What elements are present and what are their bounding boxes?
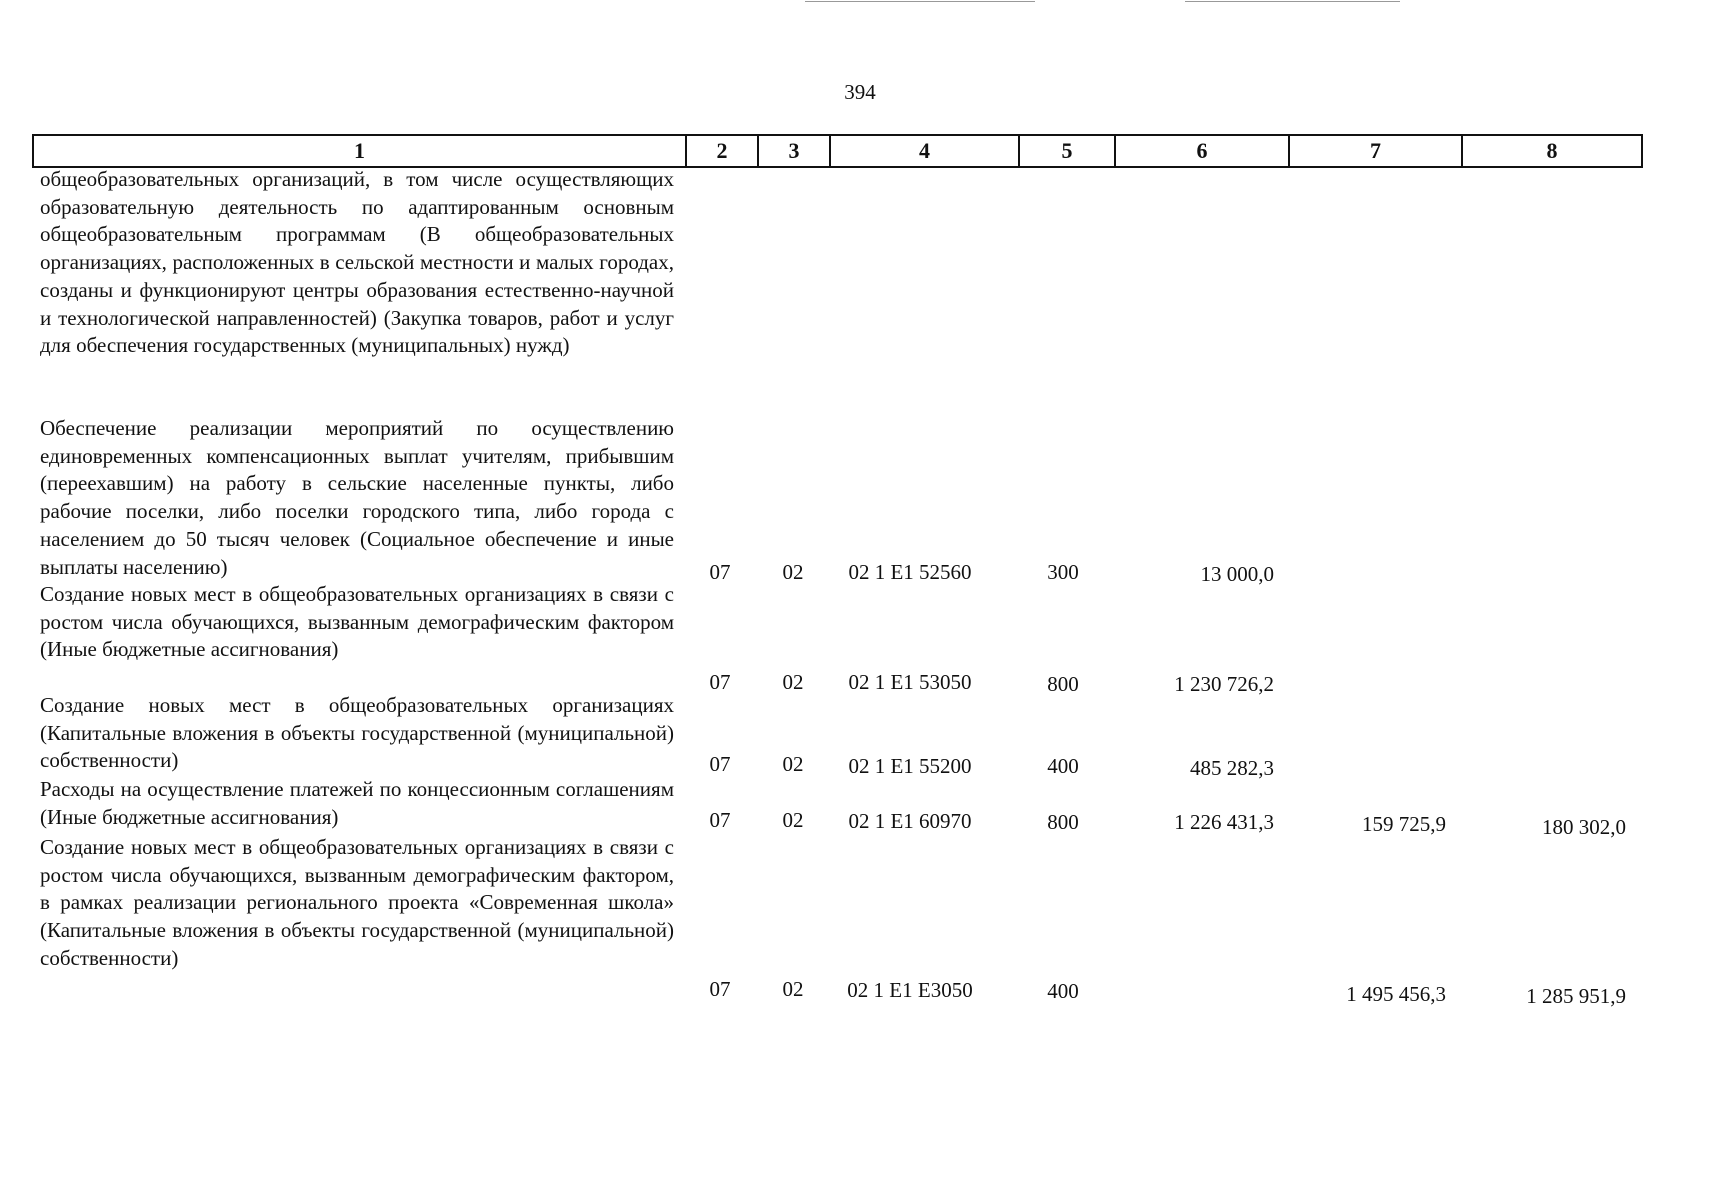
table-row-description: Создание новых мест в общеобразовательных организациях в связи с ростом числа обучающихся, вызванным демографическим фактором, в рамках реализации регионального проекта «Современная школа» (Капитальные вложения в объекты государственной (муниципальной) собственности) xyxy=(40,835,674,970)
row-subsection: 02 xyxy=(782,752,804,776)
row-section: 07 xyxy=(709,808,731,832)
row-amount-col8: 180 302,0 xyxy=(1542,815,1626,839)
row-expense-type: 400 xyxy=(1047,754,1079,778)
scan-line xyxy=(805,1,1035,2)
row-subsection: 02 xyxy=(782,560,804,584)
row-subsection: 02 xyxy=(782,977,804,1001)
row-expense-type: 400 xyxy=(1047,979,1079,1003)
row-expense-type: 300 xyxy=(1047,560,1079,584)
row-amount-col8: 1 285 951,9 xyxy=(1526,984,1626,1008)
row-target-code: 02 1 E1 52560 xyxy=(848,560,972,584)
row-target-code: 02 1 E1 60970 xyxy=(848,809,972,833)
row-section: 07 xyxy=(709,670,731,694)
row-section: 07 xyxy=(709,560,731,584)
table-header-col-5: 5 xyxy=(1018,134,1116,168)
row-amount-col6: 13 000,0 xyxy=(1200,562,1274,586)
table-header-col-7: 7 xyxy=(1288,134,1463,168)
row-target-code: 02 1 E1 E3050 xyxy=(847,978,973,1002)
row-amount-col6: 1 226 431,3 xyxy=(1174,810,1274,834)
row-expense-type: 800 xyxy=(1047,672,1079,696)
row-amount-col6: 485 282,3 xyxy=(1190,756,1274,780)
row-subsection: 02 xyxy=(782,670,804,694)
row-amount-col7: 1 495 456,3 xyxy=(1346,982,1446,1006)
table-header-col-2: 2 xyxy=(685,134,759,168)
table-header-col-3: 3 xyxy=(757,134,831,168)
table-row-description: Создание новых мест в общеобразовательных организациях в связи с ростом числа обучающихся, вызванным демографическим фактором (Иные бюджетные ассигнования) xyxy=(40,582,674,662)
row-expense-type: 800 xyxy=(1047,810,1079,834)
table-row-description: Расходы на осуществление платежей по концессионным соглашениям (Иные бюджетные ассигнования) xyxy=(40,777,674,829)
row-target-code: 02 1 E1 55200 xyxy=(848,754,972,778)
row-section: 07 xyxy=(709,752,731,776)
row-section: 07 xyxy=(709,977,731,1001)
row-amount-col7: 159 725,9 xyxy=(1362,812,1446,836)
table-header-col-1: 1 xyxy=(32,134,687,168)
table-header-col-4: 4 xyxy=(829,134,1020,168)
scan-line xyxy=(1185,1,1400,2)
table-row-description: общеобразовательных организаций, в том числе осуществляющих образовательную деятельность по адаптированным основным общеобразовательным программам (В общеобразовательных организациях, расположенных в сельской местности и малых городах, созданы и функционируют центры образования естественно-научной и технологической направленностей) (Закупка товаров, работ и услуг для обеспечения государственных (муниципальных) нужд) xyxy=(40,167,674,358)
table-row-description: Обеспечение реализации мероприятий по осуществлению единовременных компенсационных выплат учителям, прибывшим (переехавшим) на работу в сельские населенные пункты, либо рабочие поселки, либо поселки городского типа, либо города с населением до 50 тысяч человек (Социальное обеспечение и иные выплаты населению) xyxy=(40,416,674,579)
row-subsection: 02 xyxy=(782,808,804,832)
page-number: 394 xyxy=(844,80,876,104)
row-amount-col6: 1 230 726,2 xyxy=(1174,672,1274,696)
row-target-code: 02 1 E1 53050 xyxy=(848,670,972,694)
table-header-col-6: 6 xyxy=(1114,134,1290,168)
table-header-col-8: 8 xyxy=(1461,134,1643,168)
table-row-description: Создание новых мест в общеобразовательных организациях (Капитальные вложения в объекты государственной (муниципальной) собственности) xyxy=(40,693,674,773)
